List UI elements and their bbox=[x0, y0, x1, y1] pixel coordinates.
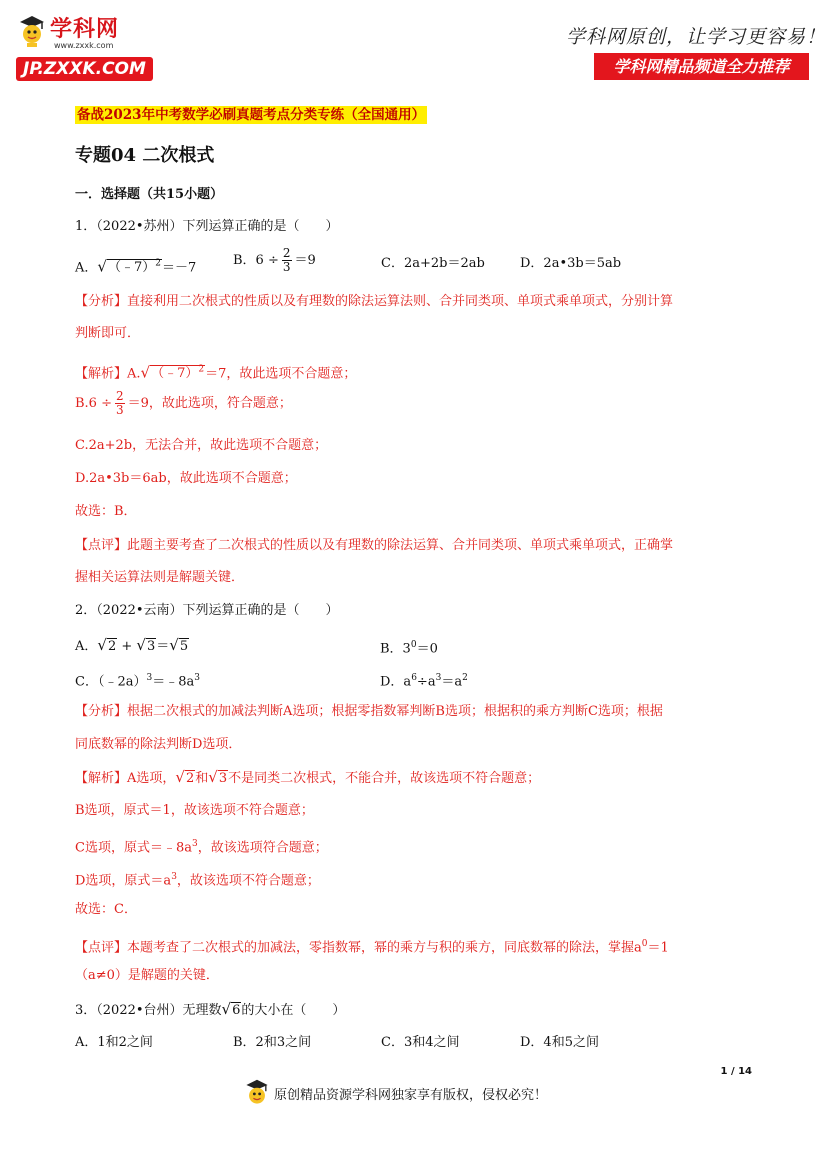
q1-analysis-line1: 【分析】直接利用二次根式的性质以及有理数的除法运算法则、合并同类项、单项式乘单项式，分别计算 bbox=[75, 294, 674, 309]
q1-option-a: A．√（﹣7）$^2$＝－7 bbox=[75, 257, 197, 276]
q3-option-d: D．4和5之间 bbox=[520, 1035, 599, 1050]
q1-answer: 故选：B． bbox=[75, 504, 137, 519]
footer-copyright bbox=[244, 1078, 547, 1108]
page-number: 1 / 14 bbox=[720, 1066, 752, 1077]
footer-copyright-text: 原创精品资源学科网独家享有版权，侵权必究！ bbox=[274, 1087, 548, 1103]
q3-stem: 3．（2022•台州）无理数√6的大小在（ ） bbox=[75, 1000, 346, 1018]
q1-option-c: C．2a+2b＝2ab bbox=[381, 256, 485, 271]
q2-solution-c: C选项，原式$=﹣8a^3$，故该选项符合题意； bbox=[75, 839, 328, 856]
q1-option-d: D．2a•3b＝5ab bbox=[520, 256, 622, 271]
q1-option-b: B．6 ÷ $\frac{2}{3}$ ＝9 bbox=[233, 246, 316, 274]
q3-option-a: A．1和2之间 bbox=[75, 1035, 153, 1050]
q2-analysis-line1: 【分析】根据二次根式的加减法判断A选项；根据零指数幂判断B选项；根据积的乘方判断C选项；根据 bbox=[75, 704, 663, 719]
recommend-badge: 学科网精品频道全力推荐 bbox=[594, 53, 809, 80]
q2-solution-b: B选项，原式＝1，故该选项不符合题意； bbox=[75, 803, 314, 818]
q1-solution-d: D.2a•3b＝6ab，故此选项不合题意； bbox=[75, 471, 297, 486]
q2-option-a: A．√2 + √3＝√5 bbox=[75, 636, 189, 654]
mascot-footer-icon bbox=[244, 1078, 270, 1108]
q1-stem: 1．（2022•苏州）下列运算正确的是（ ） bbox=[75, 219, 339, 234]
q1-analysis-line2: 判断即可． bbox=[75, 326, 141, 341]
q1-solution-b: B.6 ÷ $\frac{2}{3}$ ＝9，故此选项，符合题意； bbox=[75, 389, 292, 417]
mascot-logo-icon bbox=[18, 14, 46, 48]
section-heading: 一．选择题（共15小题） bbox=[75, 187, 224, 202]
q1-comment-line1: 【点评】此题主要考查了二次根式的性质以及有理数的除法运算、合并同类项、单项式乘单项式，正确掌 bbox=[75, 538, 674, 553]
q1-solution-c: C.2a+2b，无法合并，故此选项不合题意； bbox=[75, 438, 328, 453]
q2-option-d: D．$a^6\div a^3=a^2$ bbox=[380, 673, 468, 690]
q2-comment-line1: 【点评】本题考查了二次根式的加减法，零指数幂，幂的乘方与积的乘方，同底数幂的除法，掌握$a^0=1$ bbox=[75, 939, 669, 956]
q2-answer: 故选：C． bbox=[75, 902, 137, 917]
q2-solution-d: D选项，原式$=a^3$，故该选项不符合题意； bbox=[75, 872, 320, 889]
doc-title: 专题04 二次根式 bbox=[75, 145, 215, 166]
jp-zxxk-badge[interactable]: JP.ZXXK.COM bbox=[16, 57, 153, 81]
q2-analysis-line2: 同底数幂的除法判断D选项． bbox=[75, 737, 242, 752]
logo-url: www.zxxk.com bbox=[54, 41, 114, 50]
logo-name: 学科网 bbox=[50, 17, 120, 42]
q2-option-b: B．$3^0=0$ bbox=[380, 640, 438, 657]
q1-solution-a: 【解析】A.√（﹣7）$^2$＝7，故此选项不合题意； bbox=[75, 363, 357, 382]
q2-option-c: C．$(﹣2a)^3=﹣8a^3$ bbox=[75, 673, 200, 690]
doc-banner: 备战2023年中考数学必刷真题考点分类专练（全国通用） bbox=[77, 107, 426, 123]
q3-option-b: B．2和3之间 bbox=[233, 1035, 312, 1050]
q2-solution-a: 【解析】A选项，√2和√3不是同类二次根式，不能合并，故该选项不符合题意； bbox=[75, 768, 541, 786]
q2-stem: 2．（2022•云南）下列运算正确的是（ ） bbox=[75, 603, 339, 618]
q3-option-c: C．3和4之间 bbox=[381, 1035, 460, 1050]
q1-comment-line2: 握相关运算法则是解题关键． bbox=[75, 570, 245, 585]
header-slogan: 学科网原创，让学习更容易！ bbox=[566, 26, 827, 48]
q2-comment-line2: （a≠0）是解题的关键． bbox=[75, 968, 219, 983]
